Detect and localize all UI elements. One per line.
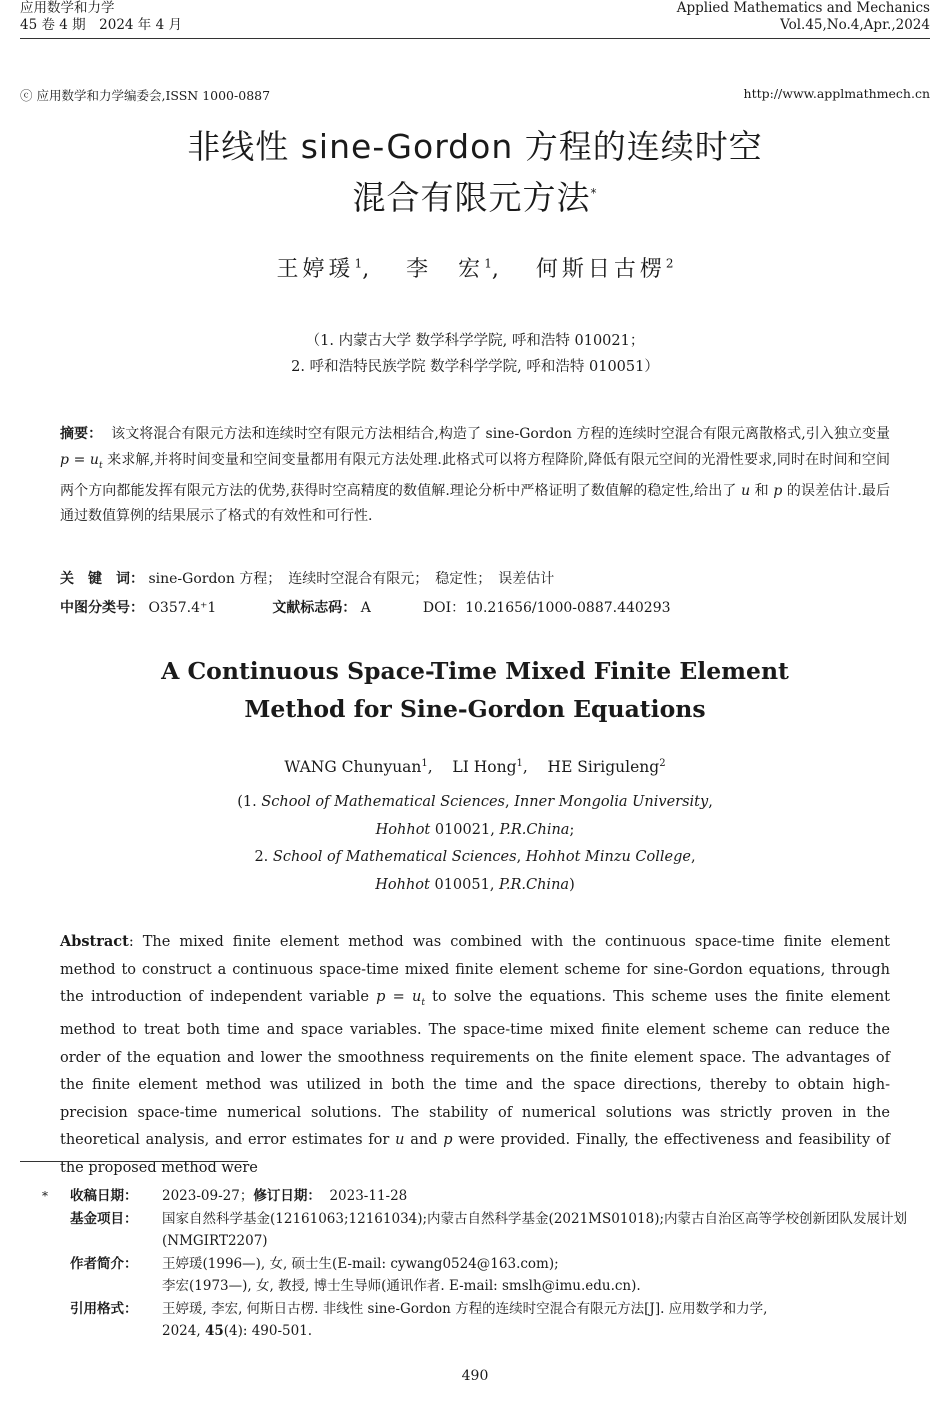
doi-label: DOI： (422, 600, 466, 616)
footnote-bio-row (20, 1253, 930, 1298)
affil-university: Hohhot Minzu College (525, 849, 691, 865)
affil-en-line4: Hohhot 010051, P.R.China) (375, 876, 575, 893)
running-header-right (677, 0, 930, 34)
affil-en-line3: 2. School of Mathematical Sciences, Hohhot Minzu College, (254, 849, 696, 865)
title-cn-line2-text: 混合有限元方法 (352, 178, 591, 217)
author-en: LI Hong (452, 758, 517, 777)
title-cn-line1: 非线性 sine-Gordon 方程的连续时空 (187, 127, 763, 166)
fund-text: 国家自然科学基金(12161063;12161034);内蒙古自然科学基金(2021MS01018);内蒙古自治区高等学校创新团队发展计划(NMGIRT2207) (162, 1210, 908, 1249)
title-en-line2: Method for Sine-Gordon Equations (244, 695, 706, 723)
abstract-en-p: p (443, 1132, 453, 1149)
issue-cn: 45 卷 4 期 2024 年 4 月 (20, 17, 182, 33)
title-cn-line2 (0, 170, 950, 221)
abstract-en: Abstract: The mixed finite element method was combined with the continuous space-time finite element method to construct a continuous space-time mixed finite element scheme for sine-Gordon equations, through the introduction of independent variable $p = u_t$ to solve the equations. This scheme uses the finite element method to treat both time and space variables. The space-time mixed finite element scheme can reduce the order of the equation and lower the smoothness requirements on the finite element space. The advantages of the finite element method was utilized in both the time and the space directions, thereby to obtain high-precision space-time numerical solutions. The stability of numerical solutions was strictly proven in the theoretical analysis, and error estimates for u and p were provided. Finally, the effectiveness and feasibility of the proposed method were (60, 933, 891, 1176)
cite-year: 2024, (162, 1323, 201, 1339)
bio-line2: 李宏(1973—), 女, 教授, 博士生导师(通讯作者. E-mail: smslh@imu.edu.cn). (162, 1278, 641, 1294)
footnote-cite-row (20, 1298, 930, 1343)
affil-university: Inner Mongolia University (514, 794, 709, 810)
affil-cn-line1: （1. 内蒙古大学 数学科学学院, 呼和浩特 010021； (305, 333, 645, 349)
author-cn: 王婷瑗 (276, 257, 355, 282)
paper-title-cn (0, 124, 950, 221)
copyright-line: ⓒ 应用数学和力学编委会,ISSN 1000-0887 (20, 88, 271, 103)
abstract-en-text3: were provided. Finally, the effectiveness and feasibility of the proposed method were (60, 1132, 891, 1176)
doc-code-value: A (360, 600, 371, 616)
abstract-en-u: u (395, 1132, 405, 1149)
authors-cn: 王婷瑗$^1$, 李 宏$^1$, 何斯日古楞$^2$ (276, 256, 674, 282)
affil-mark: 1 (421, 758, 428, 769)
running-header-left (20, 0, 182, 34)
affil-mark: 1 (484, 256, 492, 271)
footnote-received-row (20, 1185, 930, 1208)
abstract-cn-text1: 该文将混合有限元方法和连续时空有限元方法相结合,构造了 sine-Gordon 方程的连续时空混合有限元离散格式,引入独立变量 (111, 426, 890, 442)
header-divider (20, 38, 930, 39)
cite-line2 (162, 1320, 930, 1343)
affiliations-en (0, 789, 950, 899)
keywords-label: 关 键 词： (60, 571, 144, 587)
clc-label: 中图分类号： (60, 600, 144, 616)
bio-label: 作者简介： (70, 1255, 138, 1272)
affil-zip: 010021 (434, 821, 491, 838)
cite-text (162, 1298, 930, 1343)
author-en: HE Siriguleng (547, 758, 660, 777)
author-cn: 李 宏 (406, 257, 485, 282)
journal-name-en: Applied Mathematics and Mechanics (676, 0, 930, 16)
footnote-fund-row (20, 1208, 930, 1253)
affiliations-cn (0, 328, 950, 380)
classification-row (60, 597, 900, 617)
footnote-block (20, 1185, 930, 1343)
affil-school: School of Mathematical Sciences (272, 849, 517, 865)
affil-mark: 2 (665, 256, 674, 271)
clc-value: O357.4⁺1 (148, 600, 217, 616)
cite-volume: 45 (204, 1323, 224, 1339)
affil-mark: 2 (659, 758, 666, 769)
abstract-en-text1: The mixed finite element method was combined with the continuous space-time finite element method to construct a continuous space-time mixed finite element scheme for sine-Gordon equations, through the introduction of independent variable (60, 934, 891, 1005)
authors-en: WANG Chunyuan$^1$, LI Hong$^1$, HE Siriguleng$^2$ (284, 758, 666, 777)
cite-line1: 王婷瑗, 李宏, 何斯日古楞. 非线性 sine-Gordon 方程的连续时空混合有限元方法[J]. 应用数学和力学, (162, 1300, 768, 1317)
author-en: WANG Chunyuan (284, 758, 422, 777)
abstract-cn-label: 摘要： (60, 426, 103, 442)
issue-en: Vol.45,No.4,Apr.,2024 (780, 17, 930, 33)
keywords-text: sine-Gordon 方程； 连续时空混合有限元； 稳定性； 误差估计 (148, 571, 555, 587)
journal-url[interactable]: http://www.applmathmech.cn (743, 86, 930, 101)
bio-line1: 王婷瑗(1996—), 女, 硕士生(E-mail: cywang0524@163.com); (162, 1255, 559, 1272)
abstract-cn-math: p = u (60, 451, 99, 468)
received-label: 收稿日期： (70, 1188, 138, 1204)
doc-code-label: 文献标志码： (272, 600, 357, 616)
affil-mark: 1 (354, 256, 363, 271)
title-footnote-mark[interactable]: * (590, 186, 598, 200)
journal-name-cn: 应用数学和力学 (20, 0, 115, 16)
affil-en-line1: (1. School of Mathematical Sciences, Inner Mongolia University, (237, 794, 713, 810)
received-date: 2023-09-27； (162, 1188, 254, 1204)
revised-date: 2023-11-28 (329, 1188, 408, 1204)
affil-country: P.R.China (499, 876, 570, 893)
author-cn: 何斯日古楞 (535, 257, 666, 282)
abstract-cn-and: 和 (754, 482, 769, 499)
paper-title-en (0, 652, 950, 728)
abstract-en-text2: to solve the equations. This scheme uses the finite element method to treat both time and space variables. The space-time mixed finite element scheme can reduce the order of the equation and lower the smoothness requirements on the finite element space. The advantages of the finite element method was utilized in both the time and the space directions, thereby to obtain high-precision space-time numerical solutions. The stability of numerical solutions was strictly proven in the theoretical analysis, and error estimates for (60, 989, 890, 1149)
footnote-star: * (42, 1189, 48, 1203)
fund-label: 基金项目： (70, 1210, 138, 1227)
abstract-cn-math-sub: t (98, 460, 103, 471)
bio-text (162, 1253, 930, 1298)
page-number: 490 (461, 1368, 489, 1384)
footnote-divider (20, 1161, 248, 1162)
affil-mark: 1 (516, 758, 523, 769)
abstract-cn-text2: 来求解,并将时间变量和空间变量都用有限元方法处理.此格式可以将方程降阶,降低有限元空间的光滑性要求,同时在时间和空间两个方向都能发挥有限元方法的优势,获得时空高精度的数值解.理论分析中严格证明了数值解的稳定性,给出了 (60, 451, 890, 499)
doi-value[interactable]: 10.21656/1000-0887.440293 (465, 600, 671, 616)
abstract-cn-text3: 的误差估计.最后通过数值算例的结果展示了格式的有效性和可行性. (60, 482, 891, 525)
abstract-cn-u: u (741, 482, 751, 499)
affil-cn-line2: 2. 呼和浩特民族学院 数学科学学院, 呼和浩特 010051） (291, 359, 659, 375)
affil-school: School of Mathematical Sciences (261, 794, 505, 810)
abstract-en-math-sub: t (421, 997, 425, 1008)
affil-city: Hohhot (375, 876, 430, 893)
affil-zip: 010051 (434, 876, 490, 893)
title-en-line1: A Continuous Space-Time Mixed Finite Element (161, 657, 789, 685)
abstract-en-and: and (410, 1132, 438, 1149)
abstract-en-label: Abstract (60, 933, 129, 950)
cite-pages: (4): 490-501. (223, 1323, 313, 1339)
affil-country: P.R.China (499, 821, 570, 838)
abstract-cn (60, 422, 890, 530)
abstract-en-math: p = u (376, 989, 422, 1005)
abstract-cn-p: p (773, 482, 783, 499)
received-revised (162, 1185, 930, 1208)
revised-label: 修订日期： (253, 1188, 321, 1204)
affil-en-line2: Hohhot 010021, P.R.China; (375, 821, 575, 838)
cite-label: 引用格式： (70, 1300, 138, 1317)
keywords-cn (60, 568, 554, 588)
affil-city: Hohhot (375, 821, 431, 838)
